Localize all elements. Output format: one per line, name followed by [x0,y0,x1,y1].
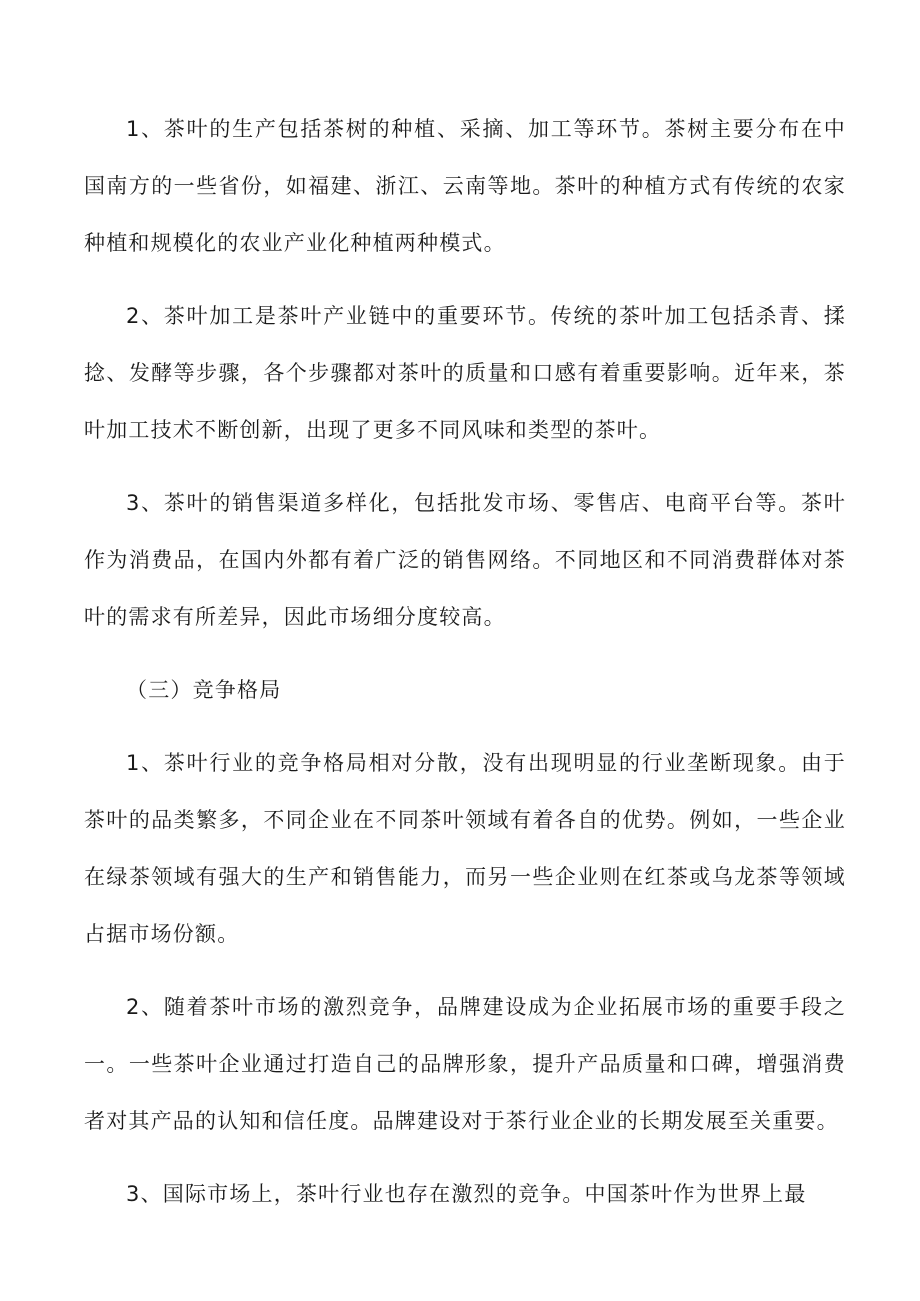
paragraph-processing: 2、茶叶加工是茶叶产业链中的重要环节。传统的茶叶加工包括杀青、揉捻、发酵等步骤，各个步骤都对茶叶的质量和口感有着重要影响。近年来，茶叶加工技术不断创新，出现了更多不同风味和类型的茶叶。 [84,304,846,442]
paragraph-competition-3: 3、国际市场上，茶叶行业也存在激烈的竞争。中国茶叶作为世界上最 [126,1182,807,1206]
section-heading-competition: （三）竞争格局 [126,678,282,702]
paragraph-sales-channels: 3、茶叶的销售渠道多样化，包括批发市场、零售店、电商平台等。茶叶作为消费品，在国内外都有着广泛的销售网络。不同地区和不同消费群体对茶叶的需求有所差异，因此市场细分度较高。 [84,491,846,629]
paragraph-competition-1: 1、茶叶行业的竞争格局相对分散，没有出现明显的行业垄断现象。由于茶叶的品类繁多，不同企业在不同茶叶领域有着各自的优势。例如，一些企业在绿茶领域有强大的生产和销售能力，而另一些企业则在红茶或乌龙茶等领域占据市场份额。 [84,751,846,946]
paragraph-production: 1、茶叶的生产包括茶树的种植、采摘、加工等环节。茶树主要分布在中国南方的一些省份，如福建、浙江、云南等地。茶叶的种植方式有传统的农家种植和规模化的农业产业化种植两种模式。 [84,117,846,255]
document-body [84,101,846,1239]
paragraph-competition-2: 2、随着茶叶市场的激烈竞争，品牌建设成为企业拓展市场的重要手段之一。一些茶叶企业通过打造自己的品牌形象，提升产品质量和口碑，增强消费者对其产品的认知和信任度。品牌建设对于茶行业企业的长期发展至关重要。 [84,995,846,1133]
